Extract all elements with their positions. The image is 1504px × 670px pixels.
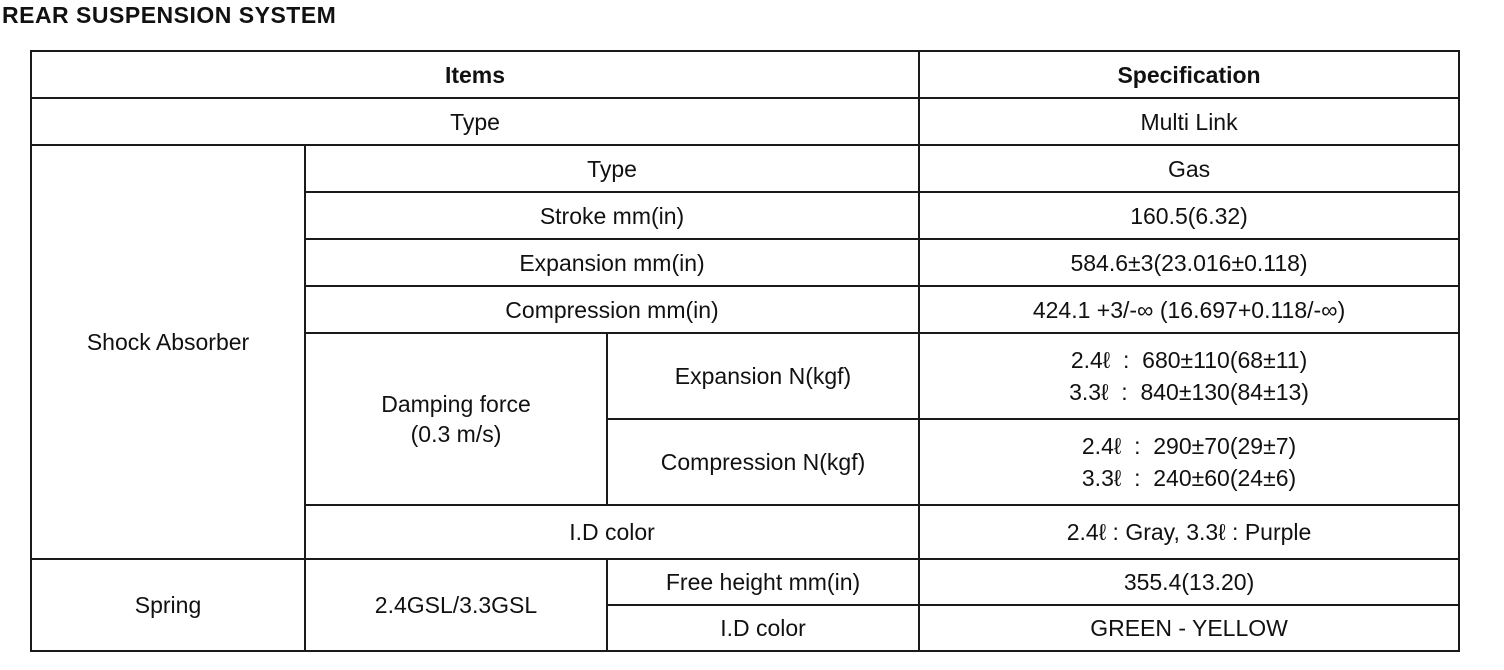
damping-compression-value-3-3: 3.3ℓ : 240±60(24±6) [1081, 465, 1297, 491]
damping-expansion-values [919, 333, 1459, 419]
damping-force-label-line1: Damping force [381, 391, 531, 417]
damping-expansion-value-2-4: 2.4ℓ : 680±110(68±11) [1070, 347, 1308, 373]
free-height-label: Free height mm(in) [607, 559, 919, 605]
table-header-row [31, 51, 1459, 98]
stroke-label: Stroke mm(in) [305, 192, 919, 239]
spring-id-color-label: I.D color [607, 605, 919, 651]
type-value: Multi Link [919, 98, 1459, 145]
damping-expansion-label: Expansion N(kgf) [607, 333, 919, 419]
damping-force-label [305, 333, 607, 505]
damping-compression-values [919, 419, 1459, 505]
table-row [31, 559, 1459, 605]
shock-absorber-label: Shock Absorber [31, 145, 305, 559]
shock-type-value: Gas [919, 145, 1459, 192]
compression-label: Compression mm(in) [305, 286, 919, 333]
damping-force-label-line2: (0.3 m/s) [410, 421, 502, 447]
damping-compression-label: Compression N(kgf) [607, 419, 919, 505]
table-row [31, 98, 1459, 145]
damping-compression-value-2-4: 2.4ℓ : 290±70(29±7) [1081, 433, 1297, 459]
type-label: Type [31, 98, 919, 145]
stroke-value: 160.5(6.32) [919, 192, 1459, 239]
rear-suspension-spec-table [30, 50, 1460, 652]
spring-model: 2.4GSL/3.3GSL [305, 559, 607, 651]
items-header: Items [31, 51, 919, 98]
spring-id-color-value: GREEN - YELLOW [919, 605, 1459, 651]
shock-id-color-label: I.D color [305, 505, 919, 559]
specification-header: Specification [919, 51, 1459, 98]
spring-label: Spring [31, 559, 305, 651]
document-title: REAR SUSPENSION SYSTEM [2, 2, 337, 28]
expansion-label: Expansion mm(in) [305, 239, 919, 286]
expansion-value: 584.6±3(23.016±0.118) [919, 239, 1459, 286]
free-height-value: 355.4(13.20) [919, 559, 1459, 605]
shock-id-color-value: 2.4ℓ : Gray, 3.3ℓ : Purple [919, 505, 1459, 559]
shock-type-label: Type [305, 145, 919, 192]
compression-value: 424.1 +3/-∞ (16.697+0.118/-∞) [919, 286, 1459, 333]
damping-expansion-value-3-3: 3.3ℓ : 840±130(84±13) [1069, 379, 1309, 405]
table-row [31, 145, 1459, 192]
